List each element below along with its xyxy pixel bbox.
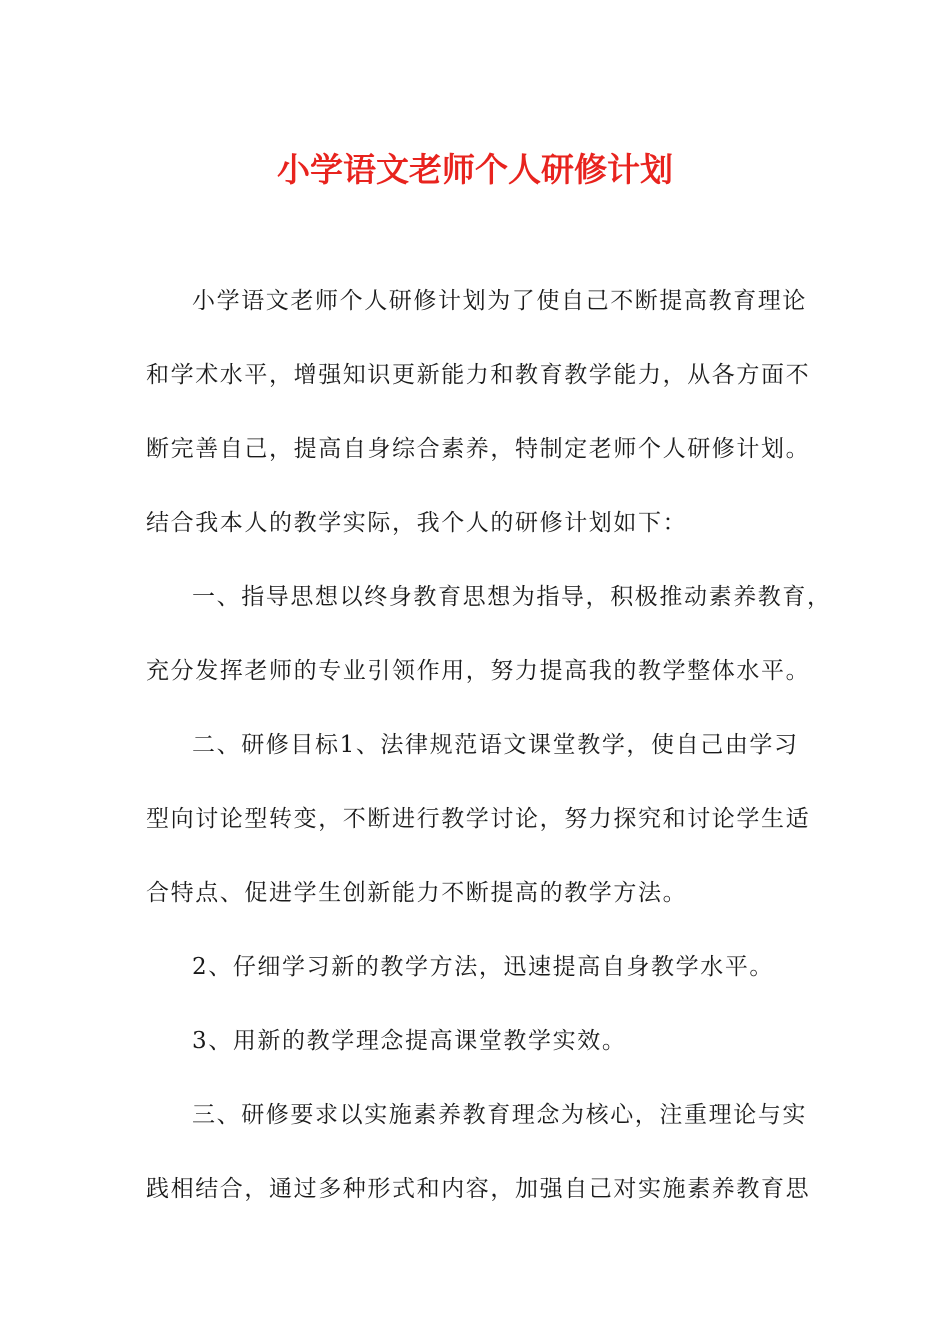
body-line: 一、指导思想以终身教育思想为指导，积极推动素养教育，	[192, 584, 832, 610]
body-line: 3、用新的教学理念提高课堂教学实效。	[192, 1028, 627, 1054]
body-line: 型向讨论型转变，不断进行教学讨论，努力探究和讨论学生适	[146, 806, 811, 832]
body-line: 小学语文老师个人研修计划为了使自己不断提高教育理论	[192, 288, 807, 314]
body-line: 和学术水平，增强知识更新能力和教育教学能力，从各方面不	[146, 362, 811, 388]
body-line: 合特点、促进学生创新能力不断提高的教学方法。	[146, 880, 688, 906]
body-line: 结合我本人的教学实际，我个人的研修计划如下：	[146, 510, 688, 536]
body-line: 三、研修要求以实施素养教育理念为核心，注重理论与实	[192, 1102, 807, 1128]
document-title: 小学语文老师个人研修计划	[277, 150, 673, 189]
body-line: 二、研修目标1、法律规范语文课堂教学，使自己由学习	[192, 732, 799, 758]
body-line: 充分发挥老师的专业引领作用，努力提高我的教学整体水平。	[146, 658, 811, 684]
body-line: 践相结合，通过多种形式和内容，加强自己对实施素养教育思	[146, 1176, 811, 1202]
body-line: 断完善自己，提高自身综合素养，特制定老师个人研修计划。	[146, 436, 811, 462]
body-line: 2、仔细学习新的教学方法，迅速提高自身教学水平。	[192, 954, 775, 980]
